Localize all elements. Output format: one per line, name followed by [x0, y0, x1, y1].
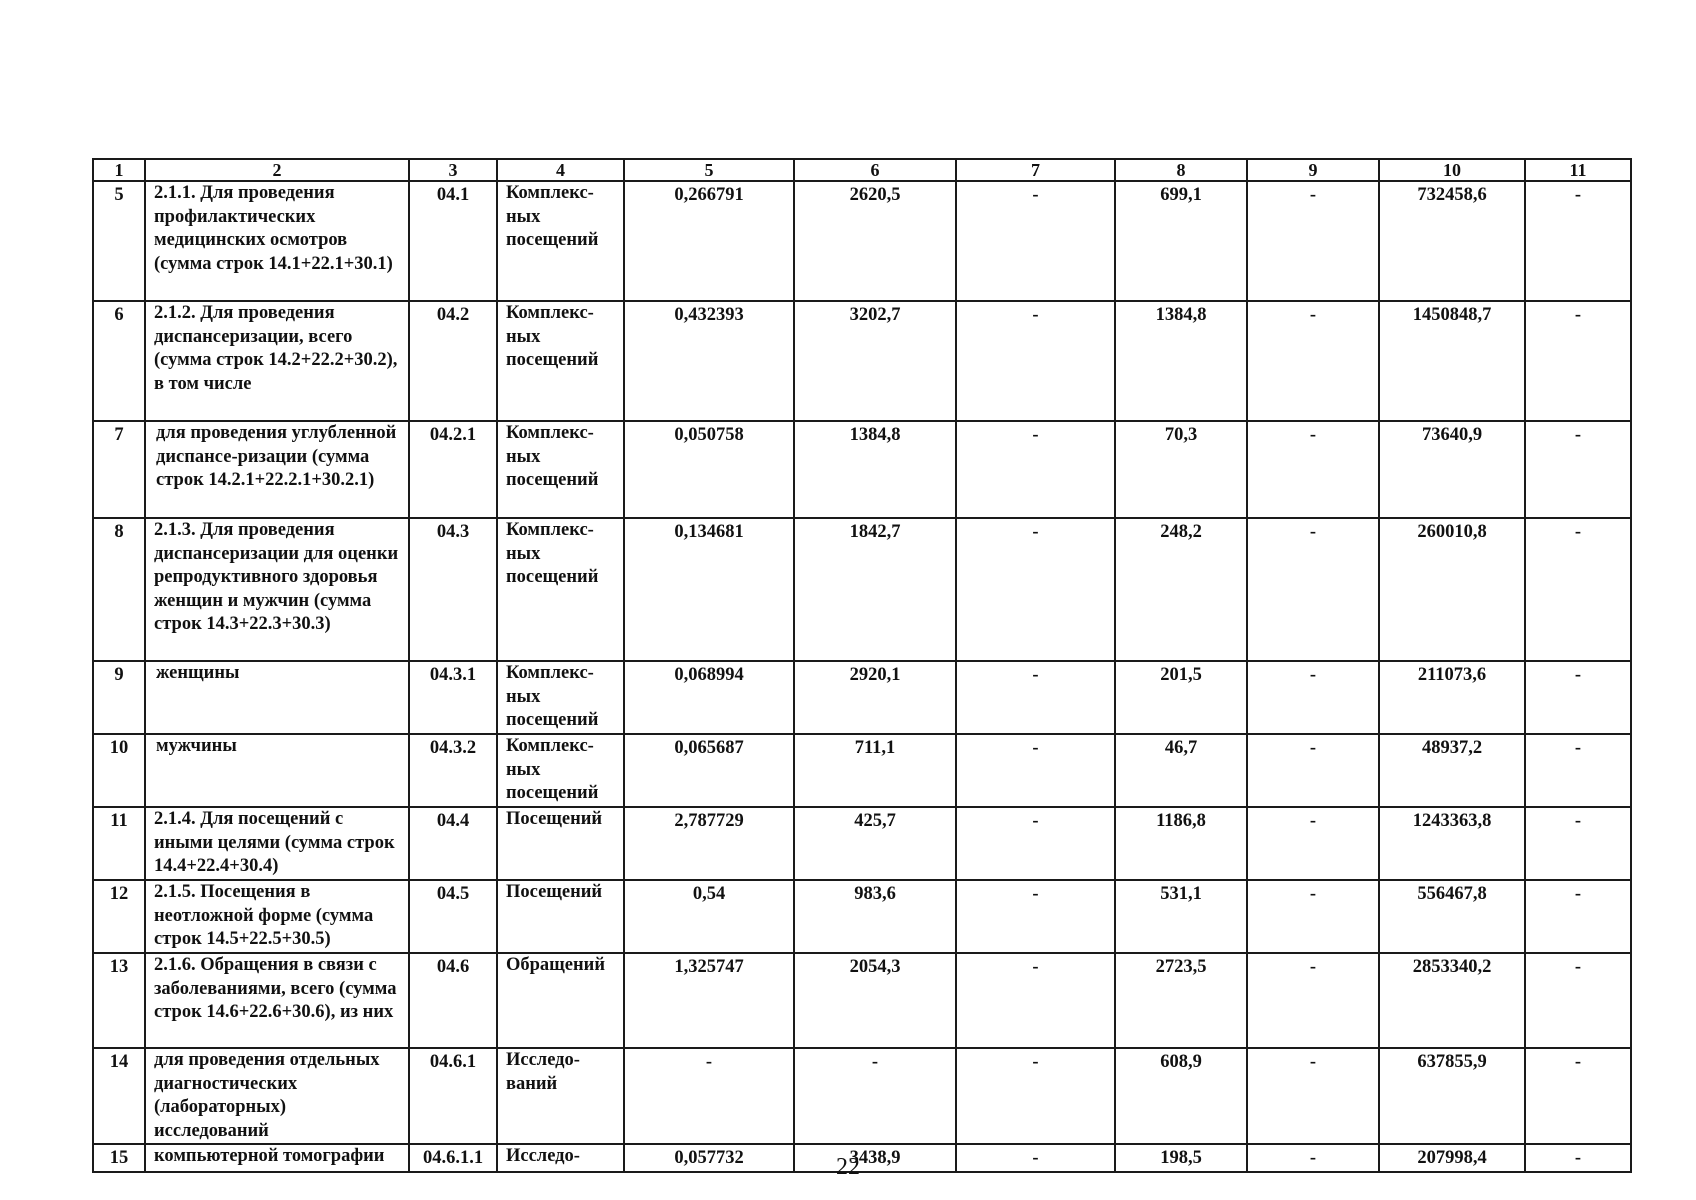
value-cell: - [1525, 301, 1631, 421]
unit-cell: Комплекс-ных посещений [497, 181, 624, 301]
value-cell: - [1247, 953, 1379, 1048]
value-cell: - [1525, 807, 1631, 880]
row-description: мужчины [145, 734, 409, 807]
value-cell: - [1525, 1144, 1631, 1172]
value-cell: 0,432393 [624, 301, 794, 421]
value-cell: - [1247, 1144, 1379, 1172]
value-cell: - [1525, 880, 1631, 953]
value-cell: 699,1 [1115, 181, 1247, 301]
value-cell: 1842,7 [794, 518, 956, 661]
value-cell: 2723,5 [1115, 953, 1247, 1048]
row-code: 04.2 [409, 301, 497, 421]
unit-cell: Посещений [497, 880, 624, 953]
column-header: 9 [1247, 159, 1379, 181]
unit-cell: Посещений [497, 807, 624, 880]
value-cell: 2620,5 [794, 181, 956, 301]
value-cell: 0,057732 [624, 1144, 794, 1172]
row-code: 04.2.1 [409, 421, 497, 518]
value-cell: 0,065687 [624, 734, 794, 807]
value-cell: - [1247, 1048, 1379, 1144]
row-description: 2.1.4. Для посещений с иными целями (сумма строк 14.4+22.4+30.4) [145, 807, 409, 880]
table-row [93, 1048, 1631, 1144]
row-number: 8 [93, 518, 145, 661]
table-row [93, 301, 1631, 421]
value-cell: - [1525, 953, 1631, 1048]
unit-cell: Комплекс-ных посещений [497, 518, 624, 661]
data-table [92, 158, 1632, 1173]
table-row [93, 181, 1631, 301]
unit-cell: Исследо-ваний [497, 1048, 624, 1144]
row-code: 04.4 [409, 807, 497, 880]
value-cell: - [1247, 301, 1379, 421]
row-code: 04.5 [409, 880, 497, 953]
value-cell: - [956, 734, 1115, 807]
column-header: 3 [409, 159, 497, 181]
page-number: 22 [836, 1154, 860, 1180]
row-description: 2.1.1. Для проведения профилактических медицинских осмотров (сумма строк 14.1+22.1+30.1) [145, 181, 409, 301]
value-cell: 556467,8 [1379, 880, 1525, 953]
column-header: 2 [145, 159, 409, 181]
value-cell: 48937,2 [1379, 734, 1525, 807]
value-cell: 3202,7 [794, 301, 956, 421]
column-header: 4 [497, 159, 624, 181]
unit-cell: Комплекс-ных посещений [497, 734, 624, 807]
column-header: 8 [1115, 159, 1247, 181]
column-header: 10 [1379, 159, 1525, 181]
value-cell: 2054,3 [794, 953, 956, 1048]
value-cell: - [956, 518, 1115, 661]
value-cell: 260010,8 [1379, 518, 1525, 661]
column-header: 6 [794, 159, 956, 181]
unit-cell: Обращений [497, 953, 624, 1048]
value-cell: - [1525, 518, 1631, 661]
value-cell: - [956, 421, 1115, 518]
row-code: 04.3 [409, 518, 497, 661]
row-description: компьютерной томографии [145, 1144, 409, 1172]
value-cell: - [794, 1048, 956, 1144]
table-row [93, 953, 1631, 1048]
value-cell: - [1247, 880, 1379, 953]
value-cell: 0,134681 [624, 518, 794, 661]
row-number: 9 [93, 661, 145, 734]
value-cell: 732458,6 [1379, 181, 1525, 301]
value-cell: - [1525, 181, 1631, 301]
row-description: 2.1.2. Для проведения диспансеризации, всего (сумма строк 14.2+22.2+30.2), в том числе [145, 301, 409, 421]
row-description: для проведения отдельных диагностических (лабораторных) исследований [145, 1048, 409, 1144]
table-row [93, 880, 1631, 953]
value-cell: 1243363,8 [1379, 807, 1525, 880]
value-cell: - [956, 1048, 1115, 1144]
column-header: 11 [1525, 159, 1631, 181]
row-code: 04.3.1 [409, 661, 497, 734]
value-cell: 425,7 [794, 807, 956, 880]
row-description: женщины [145, 661, 409, 734]
value-cell: 711,1 [794, 734, 956, 807]
value-cell: - [956, 181, 1115, 301]
value-cell: 3438,9 [794, 1144, 956, 1172]
value-cell: 201,5 [1115, 661, 1247, 734]
table-row [93, 734, 1631, 807]
value-cell: - [956, 807, 1115, 880]
row-number: 11 [93, 807, 145, 880]
table-row [93, 807, 1631, 880]
table-row [93, 421, 1631, 518]
value-cell: - [1247, 734, 1379, 807]
row-number: 13 [93, 953, 145, 1048]
value-cell: - [1247, 807, 1379, 880]
column-header: 1 [93, 159, 145, 181]
value-cell: - [1247, 181, 1379, 301]
value-cell: 1384,8 [794, 421, 956, 518]
value-cell: 2853340,2 [1379, 953, 1525, 1048]
value-cell: 0,266791 [624, 181, 794, 301]
unit-cell: Комплекс-ных посещений [497, 301, 624, 421]
row-number: 14 [93, 1048, 145, 1144]
value-cell: 0,54 [624, 880, 794, 953]
row-description: 2.1.5. Посещения в неотложной форме (сумма строк 14.5+22.5+30.5) [145, 880, 409, 953]
value-cell: - [624, 1048, 794, 1144]
value-cell: 70,3 [1115, 421, 1247, 518]
row-number: 12 [93, 880, 145, 953]
value-cell: - [956, 1144, 1115, 1172]
row-number: 15 [93, 1144, 145, 1172]
value-cell: - [956, 661, 1115, 734]
value-cell: - [1247, 661, 1379, 734]
row-code: 04.6.1 [409, 1048, 497, 1144]
value-cell: 0,050758 [624, 421, 794, 518]
value-cell: 1186,8 [1115, 807, 1247, 880]
value-cell: - [956, 880, 1115, 953]
value-cell: 637855,9 [1379, 1048, 1525, 1144]
value-cell: 248,2 [1115, 518, 1247, 661]
value-cell: - [956, 301, 1115, 421]
column-header: 7 [956, 159, 1115, 181]
unit-cell: Исследо- [497, 1144, 624, 1172]
row-description: 2.1.6. Обращения в связи с заболеваниями, всего (сумма строк 14.6+22.6+30.6), из них [145, 953, 409, 1048]
value-cell: 73640,9 [1379, 421, 1525, 518]
value-cell: - [1525, 421, 1631, 518]
table-row [93, 661, 1631, 734]
value-cell: - [1525, 1048, 1631, 1144]
value-cell: 1450848,7 [1379, 301, 1525, 421]
value-cell: - [956, 953, 1115, 1048]
row-code: 04.6.1.1 [409, 1144, 497, 1172]
unit-cell: Комплекс-ных посещений [497, 661, 624, 734]
row-code: 04.6 [409, 953, 497, 1048]
value-cell: 1384,8 [1115, 301, 1247, 421]
table-row [93, 518, 1631, 661]
value-cell: 2,787729 [624, 807, 794, 880]
value-cell: 0,068994 [624, 661, 794, 734]
value-cell: 211073,6 [1379, 661, 1525, 734]
row-number: 5 [93, 181, 145, 301]
row-number: 7 [93, 421, 145, 518]
value-cell: 1,325747 [624, 953, 794, 1048]
row-code: 04.1 [409, 181, 497, 301]
value-cell: - [1247, 421, 1379, 518]
value-cell: - [1247, 518, 1379, 661]
value-cell: 207998,4 [1379, 1144, 1525, 1172]
value-cell: 2920,1 [794, 661, 956, 734]
table-header-row [93, 159, 1631, 181]
value-cell: 983,6 [794, 880, 956, 953]
value-cell: 198,5 [1115, 1144, 1247, 1172]
row-code: 04.3.2 [409, 734, 497, 807]
unit-cell: Комплекс-ных посещений [497, 421, 624, 518]
row-description: 2.1.3. Для проведения диспансеризации для оценки репродуктивного здоровья женщин и мужчин (сумма строк 14.3+22.3+30.3) [145, 518, 409, 661]
value-cell: - [1525, 661, 1631, 734]
value-cell: 46,7 [1115, 734, 1247, 807]
row-number: 6 [93, 301, 145, 421]
value-cell: 531,1 [1115, 880, 1247, 953]
value-cell: 608,9 [1115, 1048, 1247, 1144]
value-cell: - [1525, 734, 1631, 807]
column-header: 5 [624, 159, 794, 181]
row-number: 10 [93, 734, 145, 807]
row-description: для проведения углубленной диспансе-ризации (сумма строк 14.2.1+22.2.1+30.2.1) [145, 421, 409, 518]
